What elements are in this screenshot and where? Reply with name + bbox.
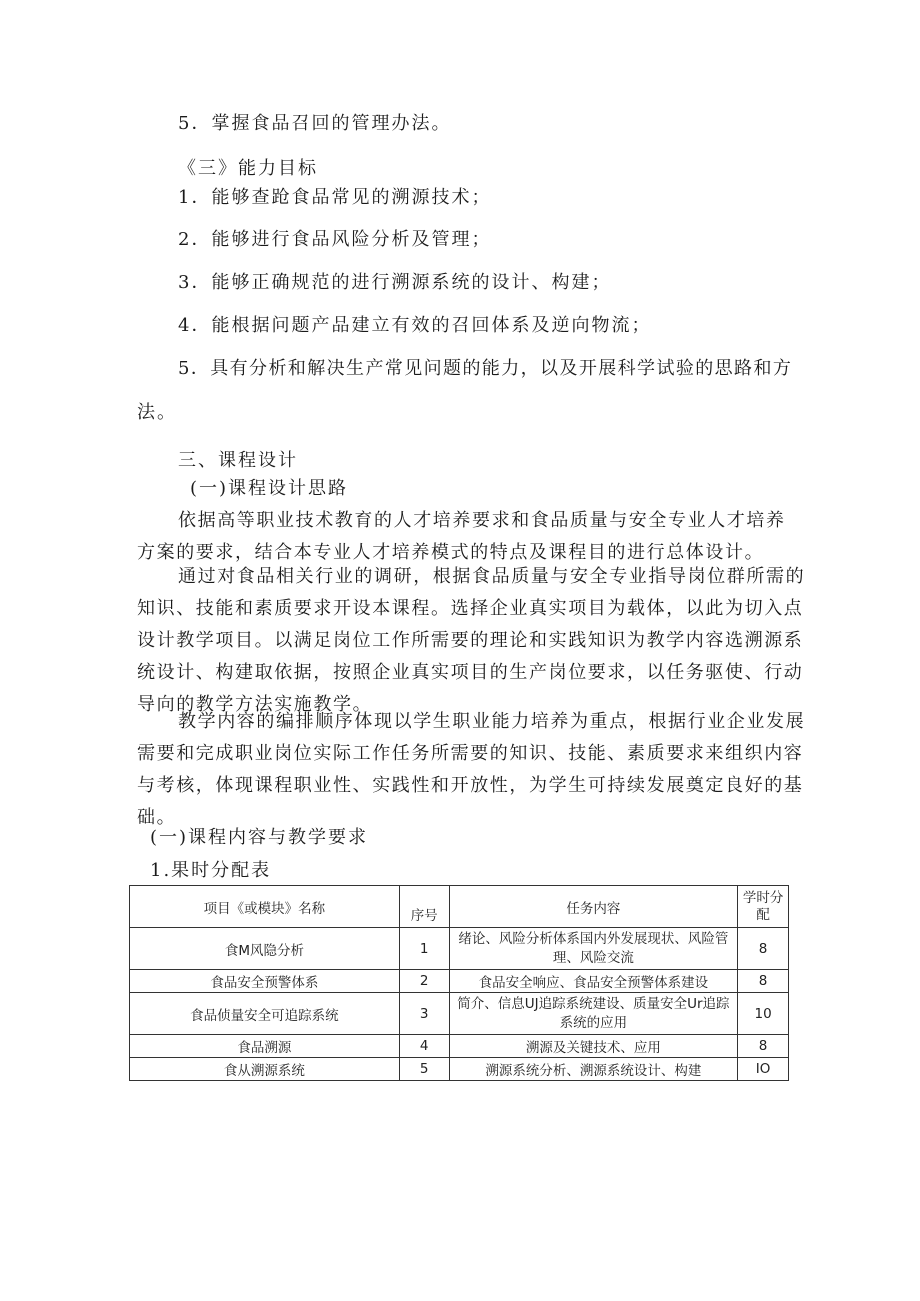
task-content-cell: 溯源及关键技术、应用: [449, 1035, 738, 1058]
project-name-cell: 食品侦量安全可追踪系统: [130, 993, 400, 1035]
paragraph-1-line-1: 依据高等职业技术教育的人才培养要求和食品质量与安全专业人才培养: [178, 510, 786, 531]
table-header-row: [130, 886, 789, 928]
paragraph-2: [0, 561, 805, 721]
section-heading-course-design: 三、课程设计: [178, 450, 298, 471]
hours-cell: 8: [738, 970, 789, 993]
paragraph-3-line-1: 教学内容的编排顺序体现以学生职业能力培养为重点，根据行业企业发展: [178, 711, 806, 732]
task-content-cell: 绪论、风险分析体系国内外发展现状、风险管理、风险交流: [449, 928, 738, 970]
ability-goal-3: 3．能够正确规范的进行溯源系统的设计、构建；: [178, 272, 612, 293]
index-cell: 3: [399, 993, 449, 1035]
header-index: 序号: [399, 886, 449, 928]
ability-goal-2: 2．能够进行食品风险分析及管理；: [178, 229, 492, 250]
index-cell: 1: [399, 928, 449, 970]
hours-cell: 8: [738, 928, 789, 970]
paragraph-1-line-2: 方案的要求，结合本专业人才培养模式的特点及课程目的进行总体设计。: [137, 542, 765, 563]
paragraph-3-line-4: 础。: [137, 807, 177, 828]
table-row: [130, 1035, 789, 1058]
header-task-content: 任务内容: [449, 886, 738, 928]
section-heading-content: (一)课程内容与教学要求: [150, 827, 369, 848]
hours-allocation-table: [129, 885, 789, 1081]
ability-goal-5-cont: 法。: [137, 402, 177, 423]
ability-goals-heading: 《三》能力目标: [178, 158, 318, 179]
hours-cell: 8: [738, 1035, 789, 1058]
paragraph-1: [0, 505, 786, 569]
index-cell: 5: [399, 1058, 449, 1081]
paragraph-3-line-3: 与考核，体现课程职业性、实践性和开放性，为学生可持续发展奠定良好的基: [137, 775, 804, 796]
paragraph-2-line-5: 导向的教学方法实施教学。: [137, 694, 373, 715]
paragraph-2-line-3: 设计教学项目。以满足岗位工作所需要的理论和实践知识为教学内容选溯源系: [137, 630, 804, 651]
table-row: [130, 970, 789, 993]
table-row: [130, 993, 789, 1035]
table-row: [130, 928, 789, 970]
task-content-cell: 简介、信息UJ追踪系统建设、质量安全Ur追踪系统的应用: [449, 993, 738, 1035]
ability-goal-1: 1．能够查跄食品常见的溯源技术；: [178, 187, 492, 208]
project-name-cell: 食从溯源系统: [130, 1058, 400, 1081]
project-name-cell: 食品溯源: [130, 1035, 400, 1058]
hours-cell: IO: [738, 1058, 789, 1081]
ability-goal-4: 4．能根据问题产品建立有效的召回体系及逆向物流；: [178, 315, 652, 336]
header-hours: 学时分配: [738, 886, 789, 928]
knowledge-goal-5: 5．掌握食品召回的管理办法。: [178, 113, 452, 134]
paragraph-2-line-2: 知识、技能和素质要求开设本课程。选择企业真实项目为载体，以此为切入点: [137, 598, 804, 619]
paragraph-3-line-2: 需要和完成职业岗位实际工作任务所需要的知识、技能、素质要求来组织内容: [137, 743, 804, 764]
paragraph-3: [0, 706, 805, 834]
table-caption: 1.果时分配表: [150, 860, 272, 881]
project-name-cell: 食品安全预警体系: [130, 970, 400, 993]
paragraph-2-line-4: 统设计、构建取依据，按照企业真实项目的生产岗位要求，以任务驱使、行动: [137, 662, 804, 683]
index-cell: 4: [399, 1035, 449, 1058]
index-cell: 2: [399, 970, 449, 993]
task-content-cell: 溯源系统分析、溯源系统设计、构建: [449, 1058, 738, 1081]
project-name-cell: 食M风隐分析: [130, 928, 400, 970]
subheading-design-idea: (一)课程设计思路: [190, 478, 349, 499]
hours-cell: 10: [738, 993, 789, 1035]
header-project-name: 项目《或模块》名称: [130, 886, 400, 928]
ability-goal-5: 5．具有分析和解决生产常见问题的能力，以及开展科学试验的思路和方: [178, 358, 793, 379]
task-content-cell: 食品安全响应、食品安全预警体系建设: [449, 970, 738, 993]
paragraph-2-line-1: 通过对食品相关行业的调研，根据食品质量与安全专业指导岗位群所需的: [178, 566, 806, 587]
table-row: [130, 1058, 789, 1081]
